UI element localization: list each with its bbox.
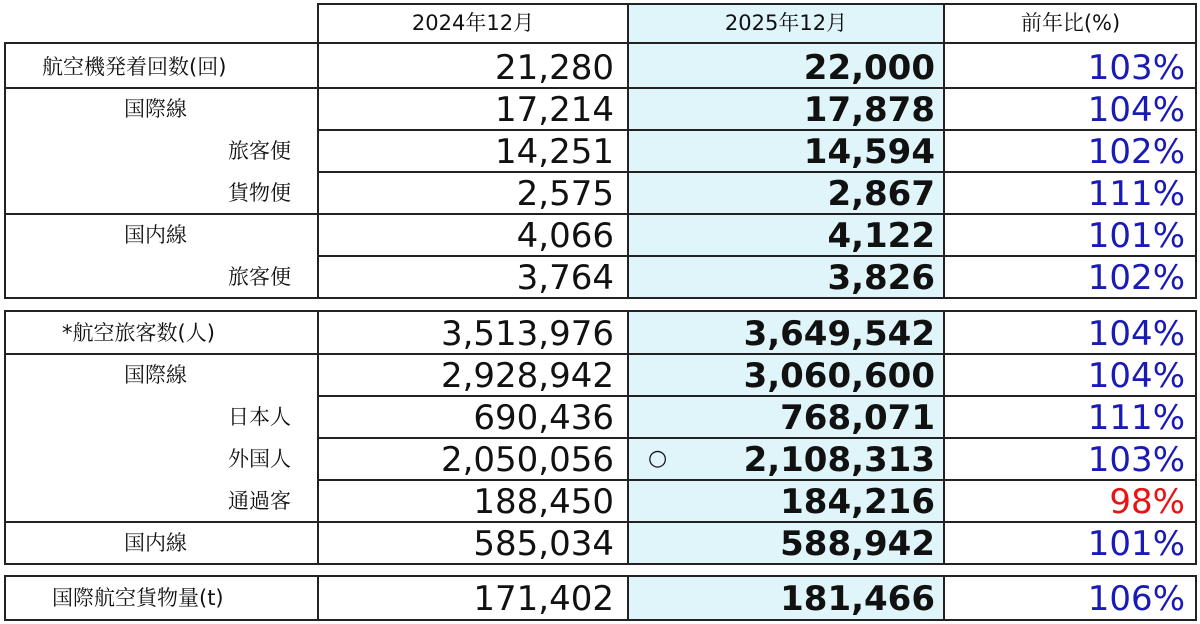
ratio-value: 103% (1087, 48, 1185, 88)
grid-line (943, 42, 945, 298)
table-row (0, 438, 1200, 480)
value-2025: 181,466 (780, 579, 935, 619)
grid-line (317, 255, 1197, 257)
row-label: 旅客便 (228, 265, 291, 289)
value-2024: 17,214 (495, 90, 614, 130)
grid-line (317, 437, 1197, 439)
value-2025: 3,649,542 (743, 314, 935, 354)
value-2025: 588,942 (780, 524, 935, 564)
value-2024: 3,764 (516, 258, 614, 298)
ratio-value: 101% (1087, 524, 1185, 564)
grid-line (317, 479, 1197, 481)
value-2025: 184,216 (780, 482, 935, 522)
value-2024: 21,280 (495, 48, 614, 88)
header-ratio: 前年比(%) (1020, 11, 1121, 35)
ratio-value: 102% (1087, 258, 1185, 298)
grid-line (627, 3, 629, 43)
value-2025: 3,060,600 (743, 356, 935, 396)
grid-line (943, 575, 945, 621)
grid-line (627, 42, 629, 298)
row-label: *航空旅客数(人) (62, 321, 215, 345)
grid-line (943, 310, 945, 564)
row-label: 外国人 (228, 447, 291, 471)
grid-line (4, 563, 1197, 565)
ratio-value: 102% (1087, 132, 1185, 172)
value-2025: 2,867 (827, 174, 935, 214)
value-2024: 171,402 (473, 579, 614, 619)
grid-line (627, 310, 629, 564)
grid-line (627, 575, 629, 621)
grid-line (317, 3, 319, 43)
value-2024: 188,450 (473, 482, 614, 522)
row-label: 日本人 (228, 405, 291, 429)
grid-line (317, 129, 1197, 131)
grid-line (4, 310, 6, 564)
grid-line (4, 42, 6, 298)
row-label: 航空機発着回数(回) (42, 55, 227, 79)
header-2025: 2025年12月 (724, 11, 848, 35)
row-label: 国内線 (124, 531, 187, 555)
ratio-value: 111% (1087, 398, 1185, 438)
value-2024: 4,066 (516, 216, 614, 256)
row-label: 旅客便 (228, 139, 291, 163)
table-row (0, 312, 1200, 354)
value-2024: 14,251 (495, 132, 614, 172)
grid-line (1195, 575, 1197, 621)
grid-line (1195, 42, 1197, 298)
value-2025: 4,122 (827, 216, 935, 256)
row-label: 国内線 (124, 223, 187, 247)
table-row (0, 354, 1200, 396)
grid-line (4, 213, 1197, 215)
grid-line (317, 575, 319, 621)
value-2025: 14,594 (803, 132, 935, 172)
grid-line (4, 575, 1197, 577)
table-row (0, 130, 1200, 172)
grid-line (4, 310, 1197, 312)
grid-line (317, 395, 1197, 397)
ratio-value: 111% (1087, 174, 1185, 214)
grid-line (4, 353, 1197, 355)
table-row (0, 172, 1200, 214)
grid-line (943, 3, 945, 43)
table-row (0, 396, 1200, 438)
value-2024: 2,928,942 (440, 356, 614, 396)
value-2024: 2,050,056 (440, 440, 614, 480)
table-row (0, 214, 1200, 256)
grid-line (1195, 3, 1197, 43)
value-2024: 585,034 (473, 524, 614, 564)
header-2024: 2024年12月 (411, 11, 535, 35)
row-label: 通過客 (228, 489, 291, 513)
grid-line (4, 521, 1197, 523)
grid-line (4, 575, 6, 621)
value-2024: 2,575 (516, 174, 614, 214)
grid-line (4, 619, 1197, 621)
grid-line (1195, 310, 1197, 564)
ratio-value: 103% (1087, 440, 1185, 480)
ratio-value: 101% (1087, 216, 1185, 256)
table-row (0, 88, 1200, 130)
grid-line (4, 87, 1197, 89)
table-row (0, 480, 1200, 522)
value-2025: 768,071 (780, 398, 935, 438)
table-row (0, 256, 1200, 298)
value-2024: 3,513,976 (440, 314, 614, 354)
value-2025: 17,878 (803, 90, 935, 130)
grid-line (4, 42, 1197, 44)
row-label: 国際航空貨物量(t) (52, 586, 224, 610)
value-2025: 22,000 (803, 48, 935, 88)
ratio-value: 104% (1087, 356, 1185, 396)
ratio-value: 104% (1087, 314, 1185, 354)
row-label: 貨物便 (228, 181, 291, 205)
grid-line (317, 3, 1197, 5)
circle-marker: ○ (648, 446, 668, 471)
grid-line (4, 297, 1197, 299)
table-row (0, 522, 1200, 564)
grid-line (317, 171, 1197, 173)
value-2025: 2,108,313 (743, 440, 935, 480)
table-row (0, 577, 1200, 619)
row-label: 国際線 (124, 363, 187, 387)
grid-line (317, 42, 319, 298)
row-label: 国際線 (124, 97, 187, 121)
ratio-value: 98% (1109, 482, 1185, 522)
table-row (0, 46, 1200, 88)
ratio-value: 106% (1087, 579, 1185, 619)
value-2024: 690,436 (473, 398, 614, 438)
ratio-value: 104% (1087, 90, 1185, 130)
grid-line (317, 310, 319, 564)
value-2025: 3,826 (827, 258, 935, 298)
